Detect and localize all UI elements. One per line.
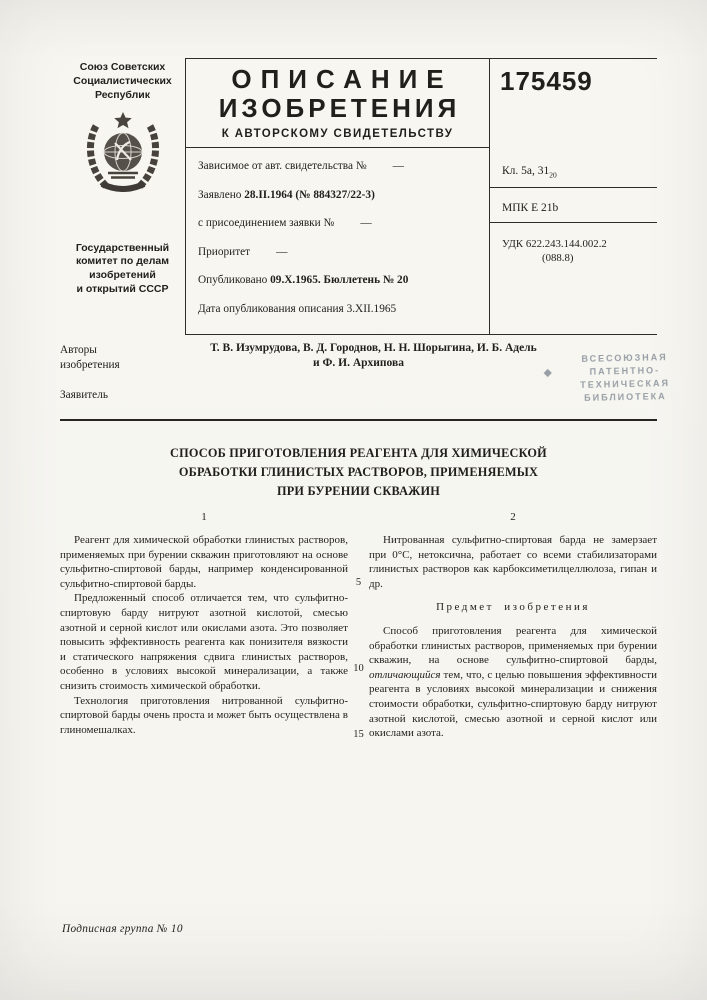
udc-line: УДК 622.243.144.002.2 xyxy=(502,238,607,251)
patent-number: 175459 xyxy=(500,66,593,96)
document-header xyxy=(60,58,657,335)
invention-title: СПОСОБ ПРИГОТОВЛЕНИЯ РЕАГЕНТА ДЛЯ ХИМИЧЕСКОЙ ОБРАБОТКИ ГЛИНИСТЫХ РАСТВОРОВ, ПРИМЕНЯЕМЫХ ПРИ БУРЕНИИ СКВАЖИН xyxy=(170,446,547,499)
stamp-marker-icon: ◆ xyxy=(543,367,552,379)
doc-type-word-izobreteniya: ИЗОБРЕТЕНИЯ xyxy=(218,93,461,124)
class-line: Кл. 5а, $31_{20}$ xyxy=(502,165,557,180)
authors-names-2: и Ф. И. Архипова xyxy=(313,356,404,369)
paragraph: Нитрованная сульфитно-спиртовая барда не замерзает при 0°С, нетоксична, работает со всеми стабилизаторами глинистых растворов как карбоксиметилцеллюлоза, гипан и др. xyxy=(369,534,657,590)
paragraph: Предложенный способ отличается тем, что сульфитно-спиртовую барду нитруют азотной кислотой, смесью азотной и серной кислот или окислами азота. Это позволяет повысить эффективность реагента как понизителя вязкости и статического напряжения сдвига глинистых растворов, особенно в условиях высокой минерализации, а также снизить стоимость химической обработки. xyxy=(60,592,348,692)
field-filing-date: Заявлено 28.II.1964 (№ 884327/22-3) xyxy=(198,188,375,201)
authors-names: Т. В. Изумрудова, В. Д. Городнов, Н. Н. Шорыгина, И. Б. Адель xyxy=(210,342,537,354)
field-priority: Приоритет — xyxy=(198,245,288,258)
column-2-number: 2 xyxy=(510,511,516,523)
doc-subtitle: К АВТОРСКОМУ СВИДЕТЕЛЬСТВУ xyxy=(221,128,454,141)
issuing-committee: Государственный комитет по делам изобретений и открытий СССР xyxy=(75,241,170,296)
ipc-line: МПК Е 21b xyxy=(502,202,559,215)
field-published: Опубликовано 09.X.1965. Бюллетень № 20 xyxy=(198,274,409,287)
stamp-line: ВСЕСОЮЗНАЯ xyxy=(581,352,668,364)
stamp-line: ПАТЕНТНО- xyxy=(589,365,661,377)
paragraph: Технология приготовления нитрованной сульфитно-спиртовой барды очень проста и может быть осуществлена в глиномешалках. xyxy=(60,694,348,736)
ussr-state-emblem-icon xyxy=(86,112,160,192)
ipc-divider xyxy=(490,222,657,223)
distinguishing-term: отличающийся xyxy=(369,668,441,681)
line-number-gutter xyxy=(348,533,369,741)
stamp-line: БИБЛИОТЕКА xyxy=(584,391,667,403)
field-dependent-certificate: Зависимое от авт. свидетельства № — xyxy=(198,160,404,173)
claim-paragraph: Способ приготовления реагента для химической обработки глинистых растворов, применяемых при бурении скважин, на основе сульфитно-спиртовой барды, отличающийся тем, что, с целью повышения эффективности реагента в условиях высокой минерализации и снижения стоимости обработки, сульфитно-спиртовую барду нитруют азотной кислотой, смесью азотной и серной кислот или окислами азота. xyxy=(369,624,657,740)
stamp-line: ТЕХНИЧЕСКАЯ xyxy=(580,378,671,391)
class-subscript: 20 xyxy=(549,170,557,180)
field-joined-application: с присоединением заявки № — xyxy=(198,217,372,230)
line-number-15: 15 xyxy=(353,729,364,740)
filing-fields xyxy=(198,160,477,315)
field-description-published: Дата опубликования описания 3.XII.1965 xyxy=(198,302,397,315)
description-column xyxy=(185,58,490,335)
paragraph: Реагент для химической обработки глинистых растворов, применяемых при бурении скважин приготовляют на основе сульфитно-спиртовой барды, например конденсированной сульфитно-спиртовой барды. xyxy=(60,534,348,590)
issuer-name: Союз Советских Социалистических Республик xyxy=(73,61,172,101)
claims-heading: Предмет изобретения xyxy=(436,601,590,614)
line-number-10: 10 xyxy=(353,663,364,674)
subscription-group-note: Подписная группа № 10 xyxy=(62,923,183,935)
library-stamp xyxy=(543,350,698,405)
line-number-5: 5 xyxy=(355,577,362,588)
subtitle-divider xyxy=(186,147,489,148)
class-divider xyxy=(490,187,657,188)
document-body xyxy=(60,533,657,741)
column-1-number: 1 xyxy=(201,511,207,523)
issuer-column xyxy=(60,58,185,335)
body-column-1 xyxy=(60,533,348,741)
authors-label: Авторы изобретения xyxy=(60,344,120,371)
body-column-2 xyxy=(369,533,657,741)
udc-line-2: (088.8) xyxy=(542,251,574,264)
column-numbers xyxy=(60,511,657,523)
classification-column xyxy=(490,58,657,335)
section-divider xyxy=(60,419,657,421)
applicant-label: Заявитель xyxy=(60,388,108,401)
doc-type-word-opisanie: ОПИСАНИЕ xyxy=(231,64,453,94)
